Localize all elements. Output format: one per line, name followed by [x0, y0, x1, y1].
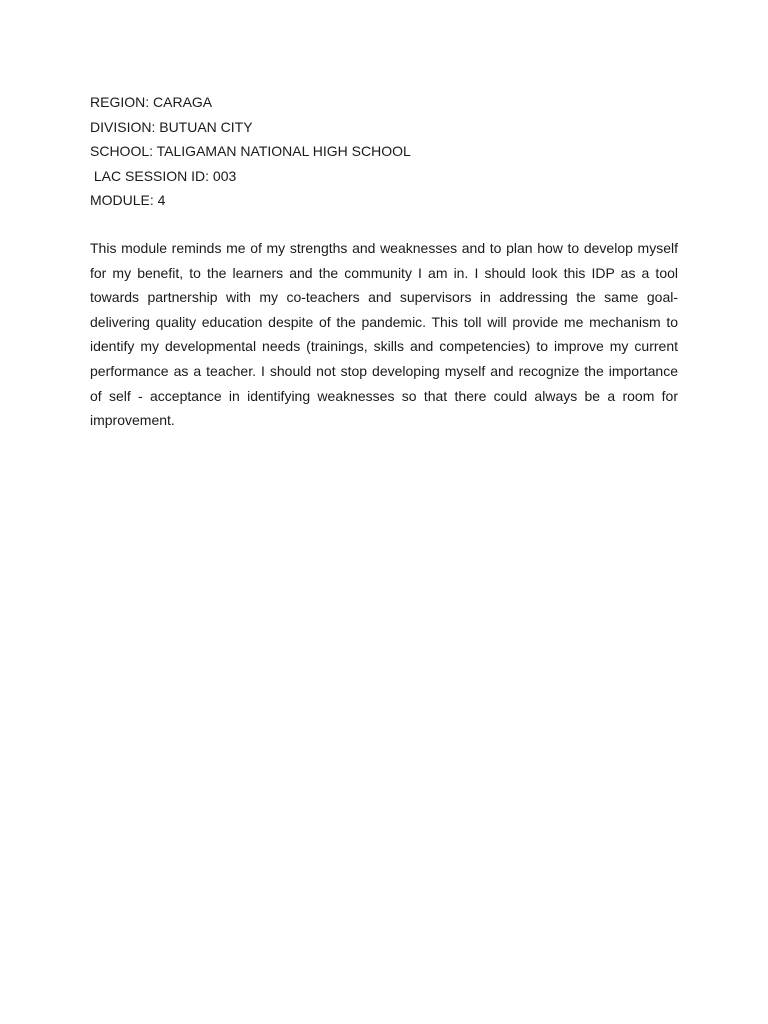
division-line: DIVISION: BUTUAN CITY [90, 118, 253, 135]
document-header [90, 90, 690, 213]
lac-session-line: LAC SESSION ID: 003 [90, 167, 237, 184]
reflection-paragraph: This module reminds me of my strengths and weaknesses and to plan how to develop myself for my benefit, to the learners and the community I am in. I should look this IDP as a tool towards partnership with my co-teachers and supervisors in addressing the same goal- delivering quality education despite of the pandemic. This toll will provide me mechanism to identify my developmental needs (trainings, skills and competencies) to improve my current performance as a teacher. I should not stop developing myself and recognize the importance of self - acceptance in identifying weaknesses so that there could always be a room for improvement. [90, 240, 678, 429]
module-line: MODULE: 4 [90, 192, 166, 209]
school-line: SCHOOL: TALIGAMAN NATIONAL HIGH SCHOOL [90, 143, 411, 160]
region-line: REGION: CARAGA [90, 94, 213, 110]
